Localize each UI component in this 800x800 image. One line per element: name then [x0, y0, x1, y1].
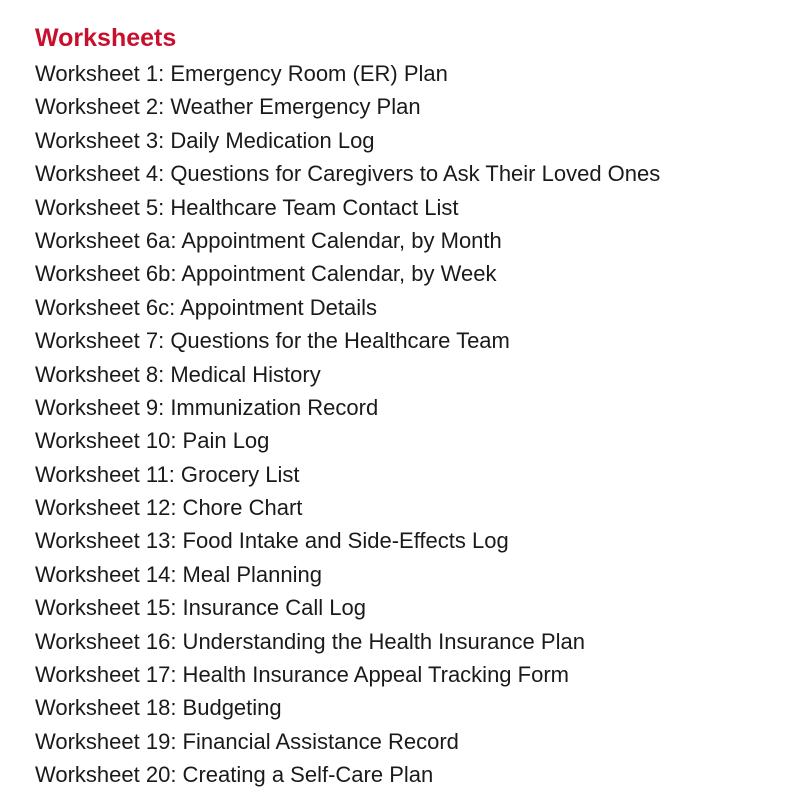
worksheet-item: Worksheet 18: Budgeting — [35, 695, 282, 721]
worksheet-item: Worksheet 7: Questions for the Healthcare Team — [35, 328, 510, 354]
worksheet-item: Worksheet 4: Questions for Caregivers to Ask Their Loved Ones — [35, 161, 661, 187]
worksheet-list — [35, 57, 660, 792]
worksheet-item: Worksheet 16: Understanding the Health Insurance Plan — [35, 628, 585, 654]
worksheets-heading: Worksheets — [35, 24, 177, 52]
worksheet-item: Worksheet 1: Emergency Room (ER) Plan — [35, 61, 448, 86]
worksheet-item: Worksheet 9: Immunization Record — [35, 394, 379, 420]
worksheet-item: Worksheet 3: Daily Medication Log — [35, 127, 375, 153]
worksheet-item: Worksheet 14: Meal Planning — [35, 561, 322, 587]
worksheet-item: Worksheet 6b: Appointment Calendar, by Week — [35, 261, 497, 287]
worksheet-item: Worksheet 8: Medical History — [35, 361, 321, 387]
worksheet-item: Worksheet 13: Food Intake and Side-Effects Log — [35, 528, 509, 554]
worksheet-item: Worksheet 12: Chore Chart — [35, 495, 303, 521]
worksheet-item: Worksheet 6a: Appointment Calendar, by Month — [35, 227, 502, 253]
worksheet-item: Worksheet 2: Weather Emergency Plan — [35, 94, 421, 120]
worksheet-item: Worksheet 6c: Appointment Details — [35, 294, 377, 320]
worksheet-item: Worksheet 11: Grocery List — [35, 461, 300, 487]
worksheet-item: Worksheet 10: Pain Log — [35, 428, 270, 454]
worksheet-item: Worksheet 20: Creating a Self-Care Plan — [35, 762, 434, 788]
worksheet-item: Worksheet 15: Insurance Call Log — [35, 595, 366, 621]
worksheet-item: Worksheet 17: Health Insurance Appeal Tracking Form — [35, 662, 569, 688]
worksheet-item: Worksheet 19: Financial Assistance Record — [35, 728, 459, 754]
worksheet-item: Worksheet 5: Healthcare Team Contact List — [35, 194, 459, 220]
